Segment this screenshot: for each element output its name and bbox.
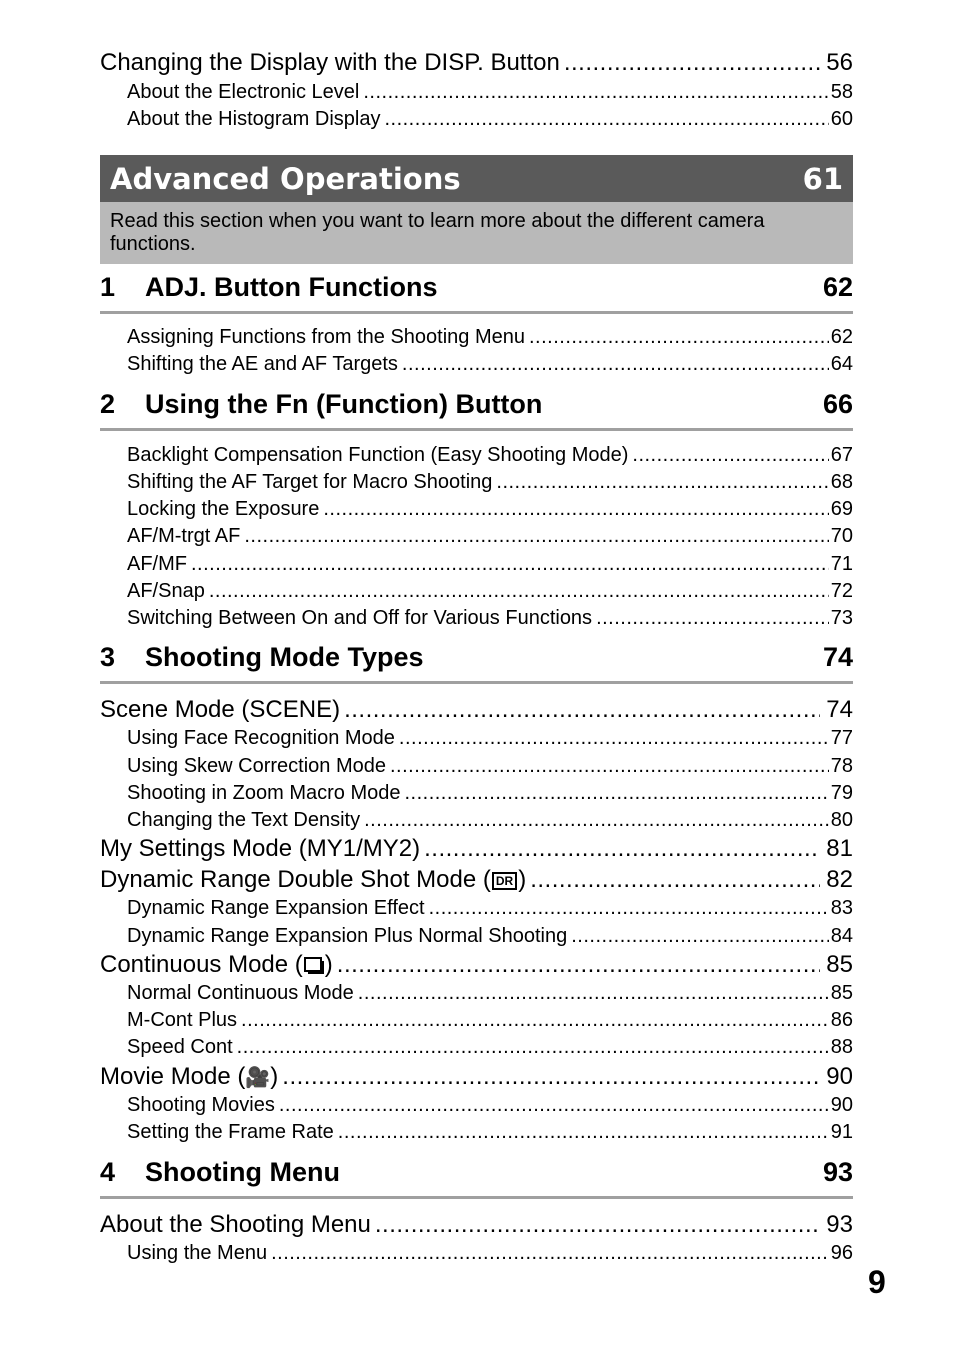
toc-entry[interactable]: Dynamic Range Double Shot Mode ( DR ) ..... 82 <box>100 866 853 896</box>
chapter-heading-1[interactable]: 1 ADJ. Button Functions 62 <box>100 270 853 314</box>
toc-entry[interactable]: Scene Mode (SCENE) ..... 74 <box>100 696 853 726</box>
continuous-icon <box>304 957 324 975</box>
section-title: Advanced Operations <box>110 161 461 196</box>
toc-entry[interactable]: Dynamic Range Expansion Plus Normal Shooting ..... 84 <box>100 925 853 951</box>
toc-entry-histogram[interactable]: About the Histogram Display ..... 60 <box>100 108 853 134</box>
toc-entry[interactable]: Shifting the AE and AF Targets ..... 64 <box>100 353 853 379</box>
toc-entry[interactable]: Shooting Movies ..... 90 <box>100 1094 853 1120</box>
chapter-heading-3[interactable]: 3 Shooting Mode Types 74 <box>100 640 853 684</box>
toc-entry[interactable]: My Settings Mode (MY1/MY2) ..... 81 <box>100 835 853 865</box>
toc-entry[interactable]: Dynamic Range Expansion Effect ..... 83 <box>100 897 853 923</box>
toc-entry[interactable]: M-Cont Plus ..... 86 <box>100 1009 853 1035</box>
movie-icon: 🎥 <box>245 1067 271 1089</box>
page-number: 9 <box>868 1264 886 1300</box>
section-page: 61 <box>802 161 843 196</box>
toc-entry[interactable]: Movie Mode (🎥) ..... 90 <box>100 1063 853 1093</box>
toc-entry[interactable]: Using Face Recognition Mode ..... 77 <box>100 727 853 753</box>
toc-entry[interactable]: Shooting in Zoom Macro Mode ..... 79 <box>100 782 853 808</box>
section-banner[interactable] <box>100 155 853 202</box>
toc-entry[interactable]: AF/MF ..... 71 <box>100 553 853 579</box>
toc-entry-disp-button[interactable]: Changing the Display with the DISP. Button ..... 56 <box>100 49 853 79</box>
toc-entry[interactable]: Changing the Text Density ..... 80 <box>100 809 853 835</box>
toc-entry[interactable]: Shifting the AF Target for Macro Shooting ..... 68 <box>100 471 853 497</box>
section-description: Read this section when you want to learn more about the different camera functions. <box>100 202 853 264</box>
toc-entry-electronic-level[interactable]: About the Electronic Level ..... 58 <box>100 81 853 107</box>
chapter-heading-4[interactable]: 4 Shooting Menu 93 <box>100 1155 853 1199</box>
toc-entry[interactable]: Backlight Compensation Function (Easy Shooting Mode) ..... 67 <box>100 444 853 470</box>
toc-entry[interactable]: Assigning Functions from the Shooting Menu ..... 62 <box>100 326 853 352</box>
toc-entry[interactable]: Switching Between On and Off for Various Functions ..... 73 <box>100 607 853 633</box>
toc-entry[interactable]: Continuous Mode ( ) ..... 85 <box>100 951 853 981</box>
dr-icon: DR <box>492 872 517 890</box>
chapter-heading-2[interactable]: 2 Using the Fn (Function) Button 66 <box>100 387 853 431</box>
toc-entry[interactable]: AF/M-trgt AF ..... 70 <box>100 525 853 551</box>
toc-entry[interactable]: Normal Continuous Mode ..... 85 <box>100 982 853 1008</box>
toc-entry[interactable]: About the Shooting Menu ..... 93 <box>100 1211 853 1241</box>
toc-entry[interactable]: AF/Snap ..... 72 <box>100 580 853 606</box>
toc-entry[interactable]: Setting the Frame Rate ..... 91 <box>100 1121 853 1147</box>
toc-entry[interactable]: Using Skew Correction Mode ..... 78 <box>100 755 853 781</box>
toc-entry[interactable]: Locking the Exposure ..... 69 <box>100 498 853 524</box>
toc-entry[interactable]: Speed Cont ..... 88 <box>100 1036 853 1062</box>
toc-entry[interactable]: Using the Menu ..... 96 <box>100 1242 853 1268</box>
